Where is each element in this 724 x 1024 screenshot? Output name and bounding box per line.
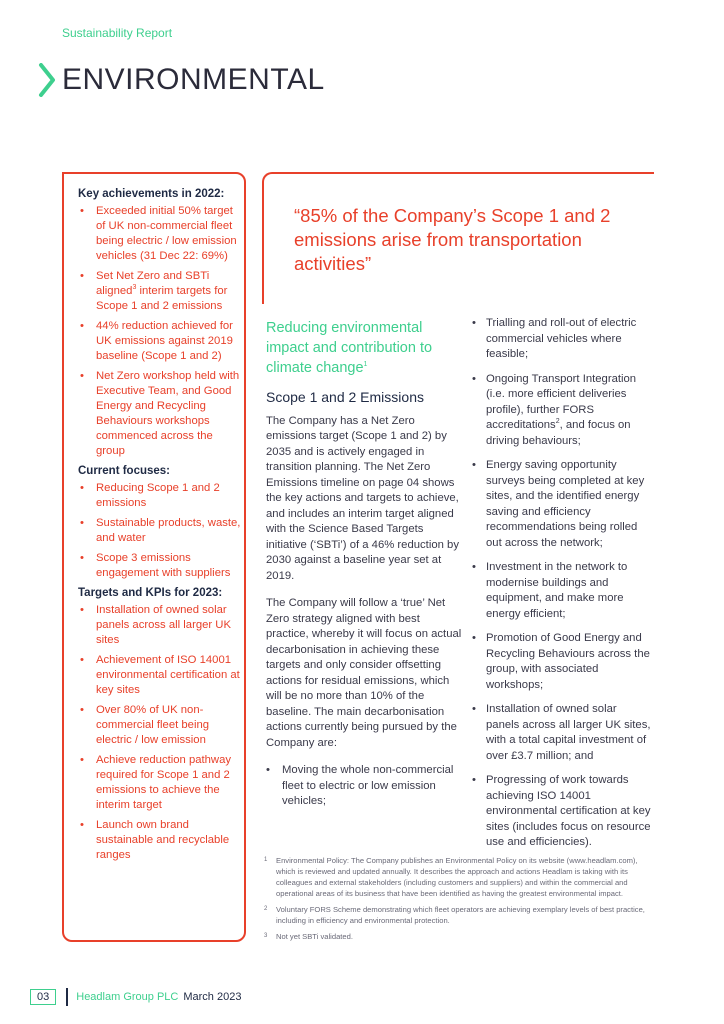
footnote-number: 2 xyxy=(264,906,268,912)
page-footer xyxy=(30,988,241,1006)
list-item: • Scope 3 emissions engagement with suppliers xyxy=(78,551,244,581)
footnote-ref: 2 xyxy=(555,418,560,426)
list-item: • Set Net Zero and SBTi aligned$^3$ interim targets for Scope 1 and 2 emissions xyxy=(78,269,244,314)
key-achievements-box xyxy=(62,172,246,942)
footnote xyxy=(264,855,656,899)
footnote-number: 3 xyxy=(264,933,268,939)
list-item: • Moving the whole non-commercial fleet to electric or low emission vehicles; xyxy=(266,763,462,810)
list-item: • Exceeded initial 50% target of UK non-commercial fleet being electric / low emission vehicles (31 Dec 22: 69%) xyxy=(78,204,244,264)
pull-quote: “85% of the Company’s Scope 1 and 2 emissions arise from transportation activities” xyxy=(294,205,611,274)
footnote xyxy=(264,904,656,926)
footnotes xyxy=(264,855,656,947)
list-item: • Progressing of work towards achieving ISO 14001 environmental certification at key sites (includes focus on resource use and efficiencies). xyxy=(472,773,652,851)
footnote-ref: 1 xyxy=(363,361,368,369)
main-column-right xyxy=(472,316,652,860)
list-item: • Installation of owned solar panels across all larger UK sites xyxy=(78,603,244,648)
section-heading: Scope 1 and 2 Emissions xyxy=(266,389,424,405)
list-item: • Launch own brand sustainable and recyclable ranges xyxy=(78,818,244,863)
chevron-right-icon xyxy=(38,63,56,97)
achievements-heading: Key achievements in 2022: xyxy=(78,188,225,200)
focuses-list xyxy=(78,481,244,581)
list-item: • Sustainable products, waste, and water xyxy=(78,516,244,546)
footnote-text: Environmental Policy: The Company publishes an Environmental Policy on its website (www.headlam.com), which is reviewed and updated annually. It describes the approach and actions Headlam is taking with its colleagues and external stakeholders (including customers and suppliers) and within the commercial and operational areas of its business that have been identified as having the greatest environmental impact. xyxy=(276,856,638,898)
title-block xyxy=(38,62,325,98)
actions-list-continued xyxy=(472,316,652,851)
focuses-heading: Current focuses: xyxy=(78,465,171,477)
footer-divider xyxy=(66,988,68,1006)
paragraph: The Company has a Net Zero emissions target (Scope 1 and 2) by 2035 and is actively engaged in transition planning. The Net Zero Emissions timeline on page 04 shows the key actions and targets to achieve, and includes an interim target aligned with the Science Based Targets initiative (‘SBTi’) of a 46% reduction by 2030 against a baseline year set at 2019. xyxy=(266,414,459,582)
list-item: • Net Zero workshop held with Executive Team, and Good Energy and Recycling Behaviours workshops commenced across the group xyxy=(78,369,244,459)
paragraph: The Company will follow a ‘true’ Net Zero strategy aligned with best practice, whereby it will focus on actual decarbonisation in achieving these targets and only consider offsetting actions for residual emissions, which will be no more than 10% of the baseline. The main decarbonisation actions currently being pursued by the Company are: xyxy=(266,597,462,749)
footnote-ref: 3 xyxy=(132,284,137,292)
main-column-left xyxy=(266,318,462,819)
list-item: • Promotion of Good Energy and Recycling Behaviours across the group, with associated workshops; xyxy=(472,631,652,693)
page-number: 03 xyxy=(30,989,56,1005)
list-item: • Energy saving opportunity surveys being completed at key sites, and the identified energy saving and efficiency recommendations being rolled out across the network; xyxy=(472,458,652,551)
list-item: • Achieve reduction pathway required for Scope 1 and 2 emissions to achieve the interim target xyxy=(78,753,244,813)
list-item: • Achievement of ISO 14001 environmental certification at key sites xyxy=(78,653,244,698)
page-title: ENVIRONMENTAL xyxy=(62,63,325,96)
footer-company: Headlam Group PLC xyxy=(76,991,179,1003)
actions-list xyxy=(266,763,462,810)
footnote-text: Not yet SBTi validated. xyxy=(276,932,353,941)
targets-heading: Targets and KPIs for 2023: xyxy=(78,587,223,599)
achievements-list xyxy=(78,204,244,459)
list-item: • Investment in the network to modernise buildings and equipment, and make more energy efficient; xyxy=(472,560,652,622)
list-item: • Reducing Scope 1 and 2 emissions xyxy=(78,481,244,511)
list-item: • 44% reduction achieved for UK emissions against 2019 baseline (Scope 1 and 2) xyxy=(78,319,244,364)
footnote xyxy=(264,931,656,942)
footer-date: March 2023 xyxy=(183,991,242,1003)
section-subtitle: Reducing environmental impact and contribution to climate change$^1$ xyxy=(266,320,433,376)
list-item: • Ongoing Transport Integration (i.e. more efficient deliveries profile), further FORS accreditations$^2$, and focus on driving behaviours; xyxy=(472,372,652,450)
targets-list xyxy=(78,603,244,863)
footnote-text: Voluntary FORS Scheme demonstrating which fleet operators are achieving exemplary levels of best practice, including in efficiency and environmental protection. xyxy=(276,905,645,925)
footnote-number: 1 xyxy=(264,857,268,863)
list-item: • Trialling and roll-out of electric commercial vehicles where feasible; xyxy=(472,316,652,363)
list-item: • Installation of owned solar panels across all larger UK sites, with a total capital investment of over £3.7 million; and xyxy=(472,702,652,764)
report-label: Sustainability Report xyxy=(62,26,173,40)
list-item: • Over 80% of UK non-commercial fleet being electric / low emission xyxy=(78,703,244,748)
